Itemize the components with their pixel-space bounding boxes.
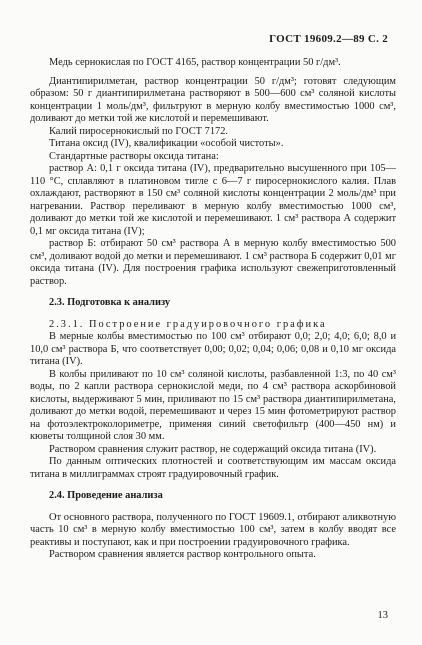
- paragraph-solution-a: раствор А: 0,1 г оксида титана (IV), предварительно высушенного при 105—110 °С, сплавляют в платиновом тигле с 6—7 г пиросернокислого калия. Плав охлаждают, растворяют в 150 см³ соляной кислоты концентрации 2 моль/дм³ при нагревании. Раствор переливают в мерную колбу вместимостью 1000 см³, доливают до метки той же кислотой и перемешивают. 1 см³ раствора А содержит 0,1 мг оксида титана (IV);: [30, 163, 396, 237]
- paragraph-copper-sulfate: Медь сернокислая по ГОСТ 4165, раствор концентрации 50 г/дм³.: [49, 57, 341, 68]
- page-header: ГОСТ 19609.2—89 С. 2: [269, 33, 388, 45]
- paragraph-control-experiment: Раствором сравнения является раствор контрольного опыта.: [49, 549, 316, 560]
- paragraph-solution-b: раствор Б: отбирают 50 см³ раствора А в мерную колбу вместимостью 500 см³, доливают водой до метки и перемешивают. 1 см³ раствора Б содержит 0,01 мг оксида титана (IV). Для построения графика используют свежеприготовленный раствор.: [30, 238, 396, 287]
- paragraph-analysis-procedure: От основного раствора, полученного по ГОСТ 19609.1, отбирают аликвотную часть 10 см³ в мерную колбу вместимостью 100 см³, затем в колбу вводят все реактивы и поступают, как и при построении градуировочного графика.: [30, 511, 396, 548]
- section-heading-analysis: 2.4. Проведение анализа: [49, 490, 163, 501]
- paragraph-potassium-pyrosulfate: Калий пиросернокислый по ГОСТ 7172.: [49, 125, 229, 137]
- paragraph-reference-solution: Раствором сравнения служит раствор, не содержащий оксида титана (IV).: [49, 443, 377, 455]
- paragraph-diantipyrylmethane: Диантипирилметан, раствор концентрации 50 г/дм³; готовят следующим образом: 50 г диантипирилметана растворяют в 500—600 см³ соляной кислоты концентрации 1 моль/дм³, фильтруют в мерную колбу вместимостью 1000 см³, доливают до метки той же кислотой и перемешивают.: [30, 75, 396, 124]
- paragraph-build-graph: По данным оптических плотностей и соответствующим им массам оксида титана в миллиграммах строят градуировочный график.: [30, 456, 396, 480]
- page-number: 13: [377, 610, 388, 621]
- subsection-heading-calibration: 2.3.1. Построение градуировочного графика: [49, 318, 327, 330]
- paragraph-titanium-oxide: Титана оксид (IV), квалификации «особой чистоты».: [49, 138, 284, 149]
- section-heading-preparation: 2.3. Подготовка к анализу: [49, 297, 171, 308]
- document-body: [30, 57, 396, 562]
- paragraph-procedure: В колбы приливают по 10 см³ соляной кислоты, разбавленной 1:3, по 40 см³ воды, по 2 капли раствора сернокислой меди, по 4 см³ раствора аскорбиновой кислоты, выдерживают 5 мин, приливают по 15 см³ раствора диантипирилметана, доливают до метки водой, перемешивают и через 15 мин фотометрируют раствор на фотоэлектроколориметре, применяя синий светофильтр (400—450 нм) и кюветы толщиной слоя 30 мм.: [30, 368, 396, 442]
- paragraph-aliquots: В мерные колбы вместимостью по 100 см³ отбирают 0,0; 2,0; 4,0; 6,0; 8,0 и 10,0 см³ раствора Б, что соответствует 0,00; 0,02; 0,04; 0,06; 0,08 и 0,10 мг оксида титана (IV).: [30, 331, 396, 367]
- paragraph-standard-solutions: Стандартные растворы оксида титана:: [49, 150, 219, 162]
